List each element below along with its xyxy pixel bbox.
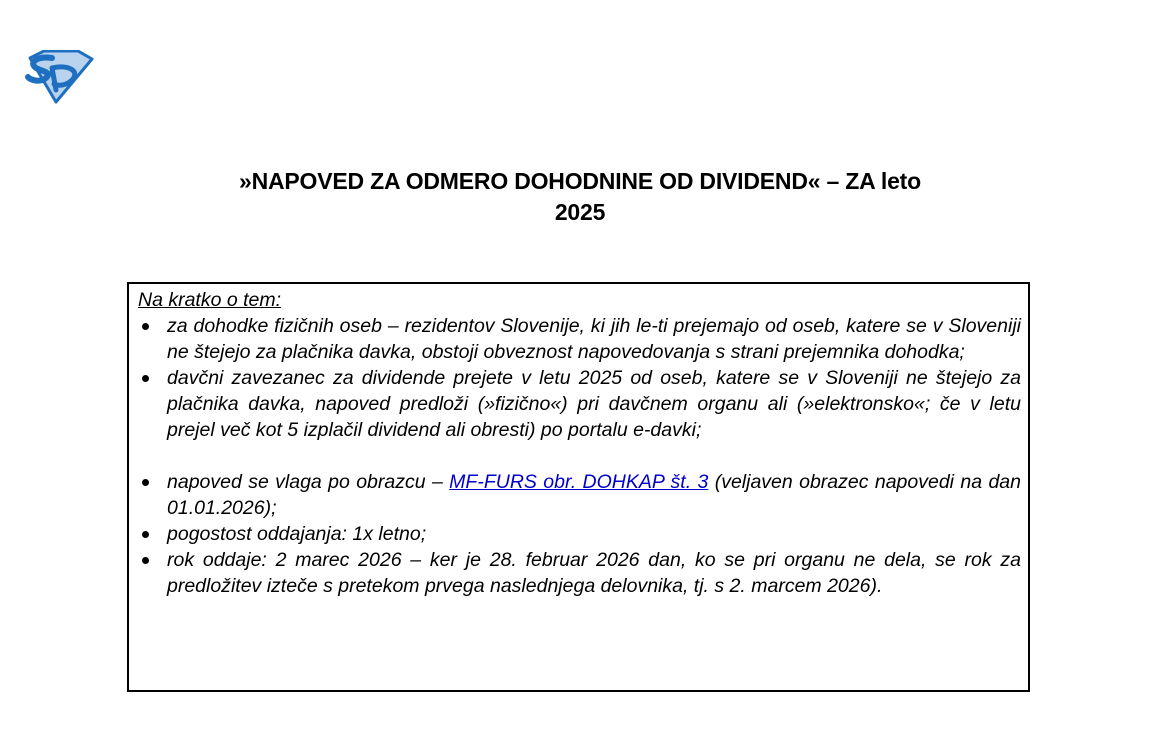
form-link[interactable]: MF-FURS obr. DOHKAP št. 3: [449, 471, 709, 493]
list-item: za dohodke fizičnih oseb – rezidentov Slovenije, ki jih le-ti prejemajo od oseb, katere se v Sloveniji ne štejejo za plačnika davka, obstoji obveznost napovedovanja s strani prejemnika dohodka;: [138, 313, 1021, 365]
list-item: davčni zavezanec za dividende prejete v letu 2025 od oseb, katere se v Sloveniji ne štejejo za plačnika davka, napoved predloži (»fizično«) pri davčnem organu ali (»elektronsko«; če v letu prejel več kot 5 izplačil dividend ali obresti) po portalu e-davki;: [138, 365, 1021, 443]
list-item-text: napoved se vlaga po obrazcu –: [167, 471, 450, 493]
list-item-text: (veljaven obrazec napovedi na dan 01.01.2026);: [167, 471, 1021, 519]
page-title-line2: 2025: [554, 199, 606, 225]
page-title: [100, 166, 1060, 228]
sd-shield-logo: [22, 50, 94, 104]
list-item: [138, 469, 1021, 521]
page-title-line1: »NAPOVED ZA ODMERO DOHODNINE OD DIVIDEND« – ZA leto: [238, 168, 921, 194]
summary-heading: Na kratko o tem:: [138, 289, 282, 311]
list-item: pogostost oddajanja: 1x letno;: [138, 521, 1021, 547]
summary-list: [138, 313, 1021, 599]
list-item: rok oddaje: 2 marec 2026 – ker je 28. februar 2026 dan, ko se pri organu ne dela, se rok za predložitev izteče s pretekom prvega naslednjega delovnika, tj. s 2. marcem 2026).: [138, 547, 1021, 599]
summary-box: [127, 282, 1030, 692]
